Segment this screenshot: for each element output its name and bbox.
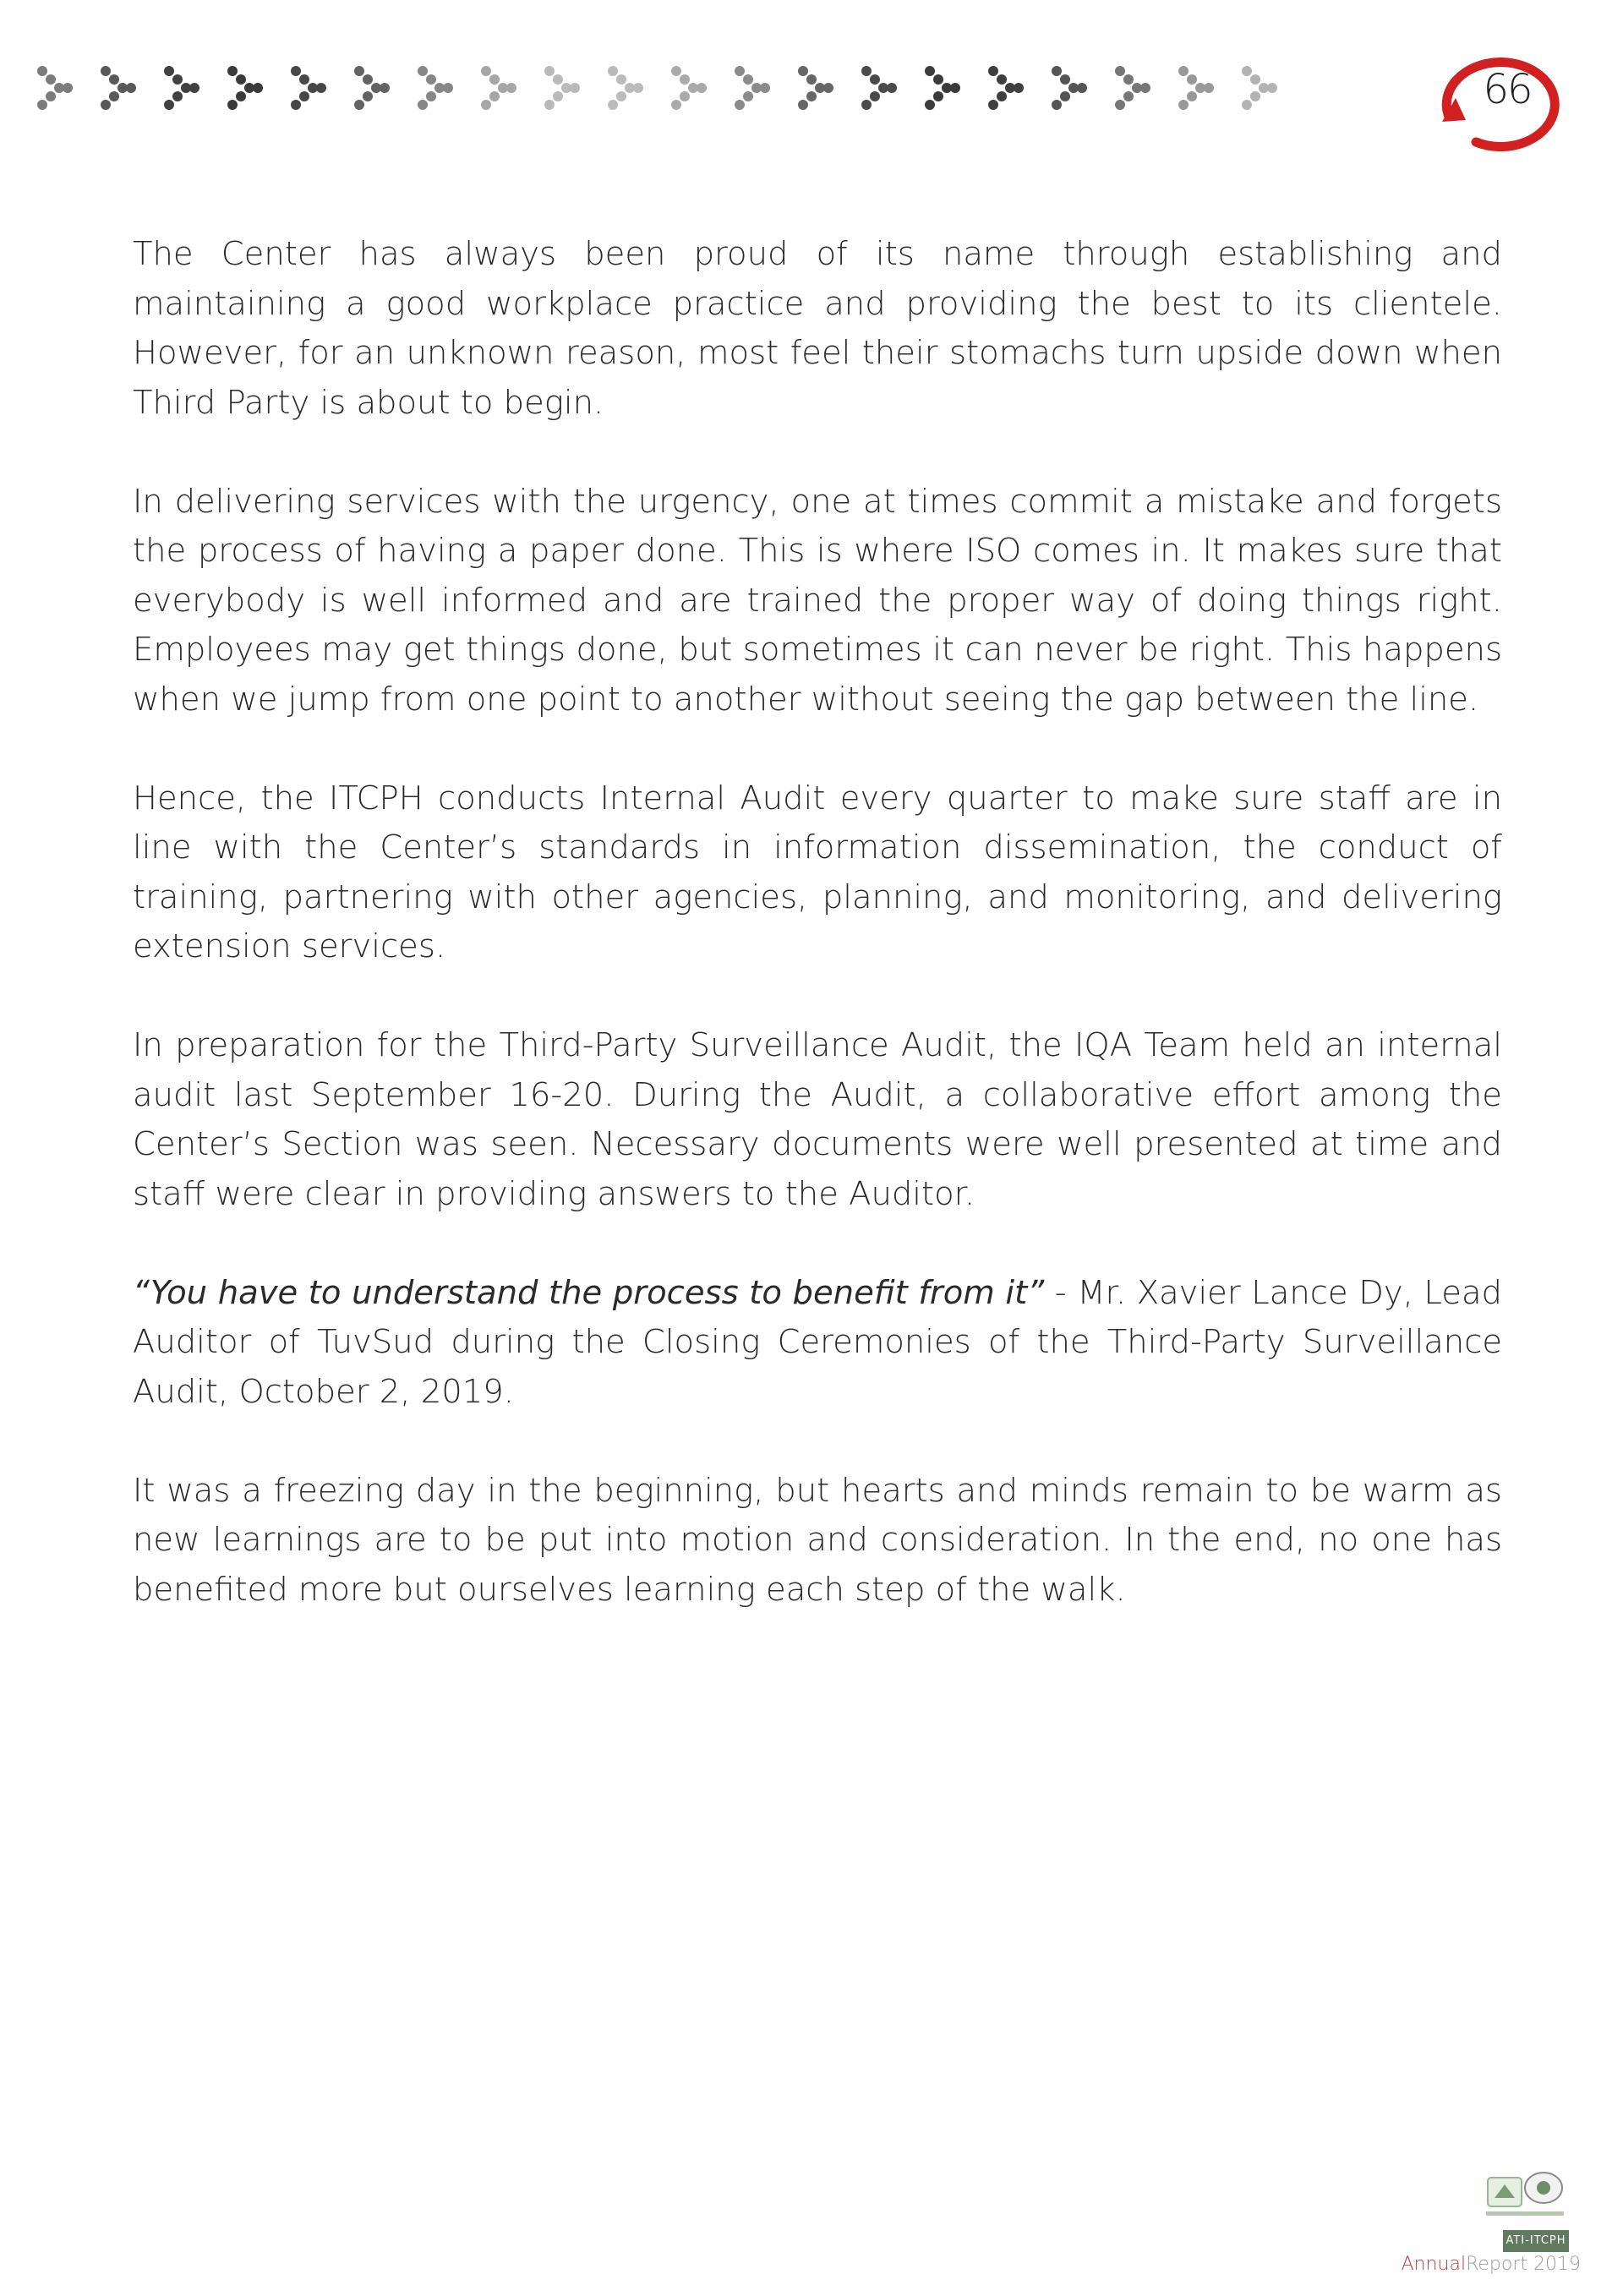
chevron-right-icon: [735, 66, 770, 110]
chevron-right-icon: [1242, 66, 1277, 110]
chevron-right-icon: [481, 66, 516, 110]
chevron-right-icon: [1115, 66, 1150, 110]
chevron-right-icon: [101, 66, 136, 110]
chevron-right-icon: [291, 66, 326, 110]
chevron-right-icon: [1052, 66, 1087, 110]
annual-word: Annual: [1401, 2254, 1467, 2275]
chevron-right-icon: [418, 66, 453, 110]
paragraph-2: In delivering services with the urgency, one at times commit a mistake and forgets the process of having a paper done. This is where ISO comes in. It makes sure that everybody is well informed and are trained the proper way of doing things right. Employees may get things done, but sometimes it can never be right. This happens when we jump from one point to another without seeing the gap between the line.: [133, 482, 1502, 719]
chevron-right-icon: [1178, 66, 1214, 110]
chevron-right-icon: [988, 66, 1024, 110]
page-header: [0, 0, 1623, 169]
chevron-right-icon: [925, 66, 960, 110]
chevron-right-icon: [544, 66, 580, 110]
chevron-right-icon: [671, 66, 707, 110]
chevron-right-icon: [798, 66, 833, 110]
article-body: [133, 230, 1502, 1665]
quote-attribution: - Mr. Xavier Lance Dy, Lead Auditor of TuvSud during the Closing Ceremonies of the Third-Party Surveillance Audit, October 2, 2019.: [133, 1273, 1502, 1411]
page-number: 66: [1483, 66, 1532, 113]
paragraph-4: In preparation for the Third-Party Surveillance Audit, the IQA Team held an internal audit last September 16-20. During the Audit, a collaborative effort among the Center’s Section was seen. Necessary documents were well presented at time and staff were clear in providing answers to the Auditor.: [133, 1026, 1502, 1213]
chevron-row: [37, 56, 1305, 132]
chevron-right-icon: [354, 66, 390, 110]
page-footer: [1395, 2161, 1589, 2296]
chevron-right-icon: [227, 66, 263, 110]
paragraph-1: The Center has always been proud of its name through establishing and maintaining a good workplace practice and providing the best to its clientele. However, for an unknown reason, most feel their stomachs turn upside down when Third Party is about to begin.: [133, 235, 1502, 422]
report-year: 2019: [1527, 2254, 1581, 2275]
chevron-right-icon: [608, 66, 643, 110]
quote-text: “You have to understand the process to benefit from it”: [133, 1273, 1045, 1312]
chevron-right-icon: [861, 66, 897, 110]
report-word: Report: [1466, 2254, 1528, 2275]
footer-tag: ATI-ITCPH: [1503, 2230, 1569, 2252]
chevron-right-icon: [37, 66, 73, 110]
closing-paragraph: It was a freezing day in the beginning, but hearts and minds remain to be warm as new learnings are to be put into motion and consideration. In the end, no one has benefited more but ourselves learning each step of the walk.: [133, 1471, 1502, 1609]
agency-logos-icon: [1483, 2161, 1567, 2227]
quote-paragraph: [133, 1269, 1502, 1418]
annual-report-label: [1402, 2254, 1581, 2275]
paragraph-3: Hence, the ITCPH conducts Internal Audit every quarter to make sure staff are in line with the Center’s standards in information dissemination, the conduct of training, partnering with other agencies, planning, and monitoring, and delivering extension services.: [133, 779, 1502, 965]
chevron-right-icon: [164, 66, 199, 110]
